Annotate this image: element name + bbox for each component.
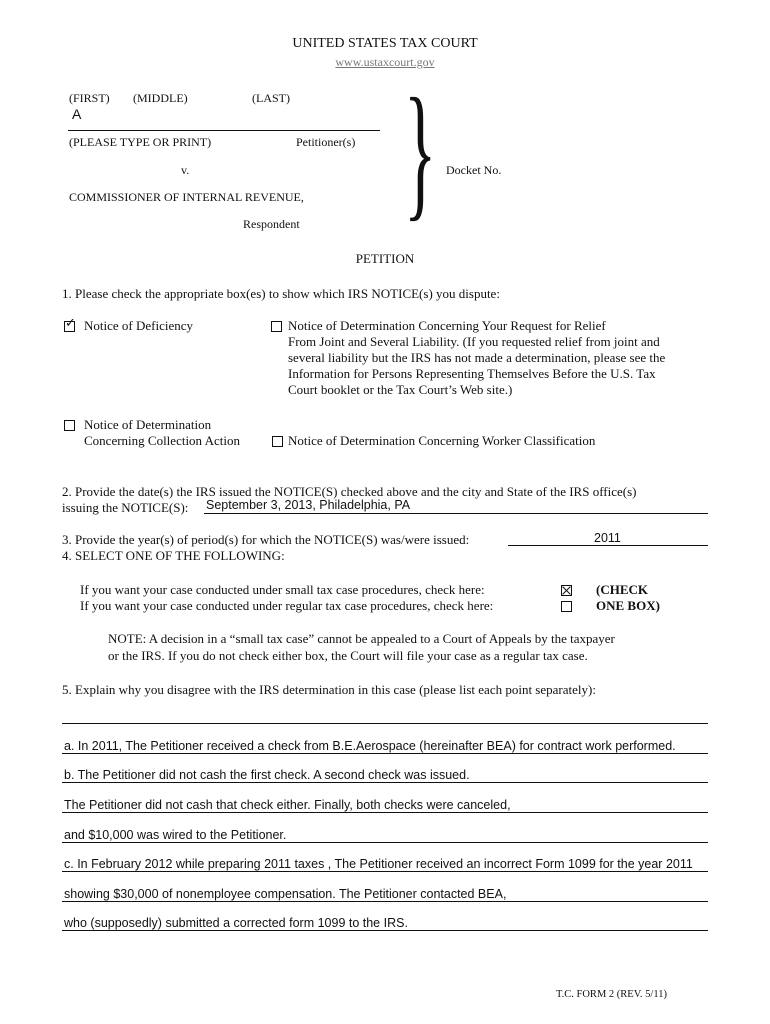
q4-prompt: 4. SELECT ONE OF THE FOLLOWING: [62,548,285,563]
explanation-line-3[interactable]: The Petitioner did not cash that check either. Finally, both checks were canceled, [64,798,511,812]
q2-prompt-line-2: issuing the NOTICE(S): [62,500,189,515]
q5-blank-line [62,723,708,724]
last-name-label: (LAST) [252,91,290,105]
name-underline [68,130,380,131]
form-number-footer: T.C. FORM 2 (REV. 5/11) [556,989,667,1000]
explanation-line-1[interactable]: a. In 2011, The Petitioner received a check from B.E.Aerospace (hereinafter BEA) for contract work performed. [64,739,676,753]
check-one-box-line-2: ONE BOX) [596,598,660,613]
explanation-underline-4 [62,842,708,843]
regular-case-checkbox[interactable] [561,601,572,612]
notice-date-city-field[interactable]: September 3, 2013, Philadelphia, PA [206,498,411,512]
collection-action-line-2: Concerning Collection Action [84,433,240,448]
innocent-spouse-checkbox[interactable] [271,321,282,332]
court-title: UNITED STATES TAX COURT [292,36,478,51]
q5-prompt: 5. Explain why you disagree with the IRS determination in this case (please list each point separately): [62,682,596,697]
check-one-box-line-1: (CHECK [596,582,648,597]
petition-title: PETITION [355,251,415,266]
notice-year-field[interactable]: 2011 [594,531,621,545]
explanation-underline-1 [62,753,708,754]
explanation-underline-6 [62,901,708,902]
regular-case-label: If you want your case conducted under regular tax case procedures, check here: [80,598,494,613]
explanation-underline-2 [62,782,708,783]
innocent-spouse-line-4: Information for Persons Representing Themselves Before the U.S. Tax [288,366,656,381]
notice-deficiency-label: Notice of Deficiency [84,318,194,333]
explanation-underline-3 [62,812,708,813]
versus-label: v. [181,163,190,177]
q3-prompt: 3. Provide the year(s) of period(s) for which the NOTICE(S) was/were issued: [62,532,470,547]
small-case-note-line-1: NOTE: A decision in a “small tax case” cannot be appealed to a Court of Appeals by the taxpayer [108,631,615,646]
petitioner-name-field[interactable]: A [72,106,82,122]
explanation-underline-5 [62,871,708,872]
explanation-line-5[interactable]: c. In February 2012 while preparing 2011 taxes , The Petitioner received an incorrect Form 1099 for the year 2011 [64,857,693,871]
notice-deficiency-checkbox[interactable] [64,321,75,332]
innocent-spouse-line-3: several liability but the IRS has not made a determination, please see the [288,350,666,365]
innocent-spouse-line-2: From Joint and Several Liability. (If you requested relief from joint and [288,334,660,349]
q2-underline [204,513,708,514]
docket-number-label: Docket No. [446,163,502,177]
middle-name-label: (MIDDLE) [133,91,188,105]
petitioners-label: Petitioner(s) [296,135,356,149]
small-case-label: If you want your case conducted under small tax case procedures, check here: [80,582,485,597]
explanation-line-4[interactable]: and $10,000 was wired to the Petitioner. [64,828,287,842]
small-case-checkbox[interactable] [561,585,572,596]
explanation-line-2[interactable]: b. The Petitioner did not cash the first check. A second check was issued. [64,768,470,782]
q2-prompt-line-1: 2. Provide the date(s) the IRS issued the NOTICE(S) checked above and the city and State of the IRS office(s) [62,484,637,499]
innocent-spouse-line-5: Court booklet or the Tax Court’s Web site.) [288,382,513,397]
commissioner-label: COMMISSIONER OF INTERNAL REVENUE, [69,190,304,204]
worker-classification-checkbox[interactable] [272,436,283,447]
explanation-underline-7 [62,930,708,931]
first-name-label: (FIRST) [69,91,110,105]
q1-prompt: 1. Please check the appropriate box(es) to show which IRS NOTICE(s) you dispute: [62,286,500,301]
worker-classification-label: Notice of Determination Concerning Worker Classification [288,433,596,448]
explanation-line-7[interactable]: who (supposedly) submitted a corrected form 1099 to the IRS. [64,916,408,930]
type-print-label: (PLEASE TYPE OR PRINT) [69,135,212,149]
caption-brace: } [404,68,437,234]
respondent-label: Respondent [243,217,300,231]
q3-underline [508,545,708,546]
collection-action-line-1: Notice of Determination [84,417,212,432]
explanation-line-6[interactable]: showing $30,000 of nonemployee compensation. The Petitioner contacted BEA, [64,887,507,901]
small-case-note-line-2: or the IRS. If you do not check either box, the Court will file your case as a regular tax case. [108,648,588,663]
court-website-link[interactable]: www.ustaxcourt.gov [335,55,435,69]
collection-action-checkbox[interactable] [64,420,75,431]
innocent-spouse-line-1: Notice of Determination Concerning Your Request for Relief [288,318,606,333]
